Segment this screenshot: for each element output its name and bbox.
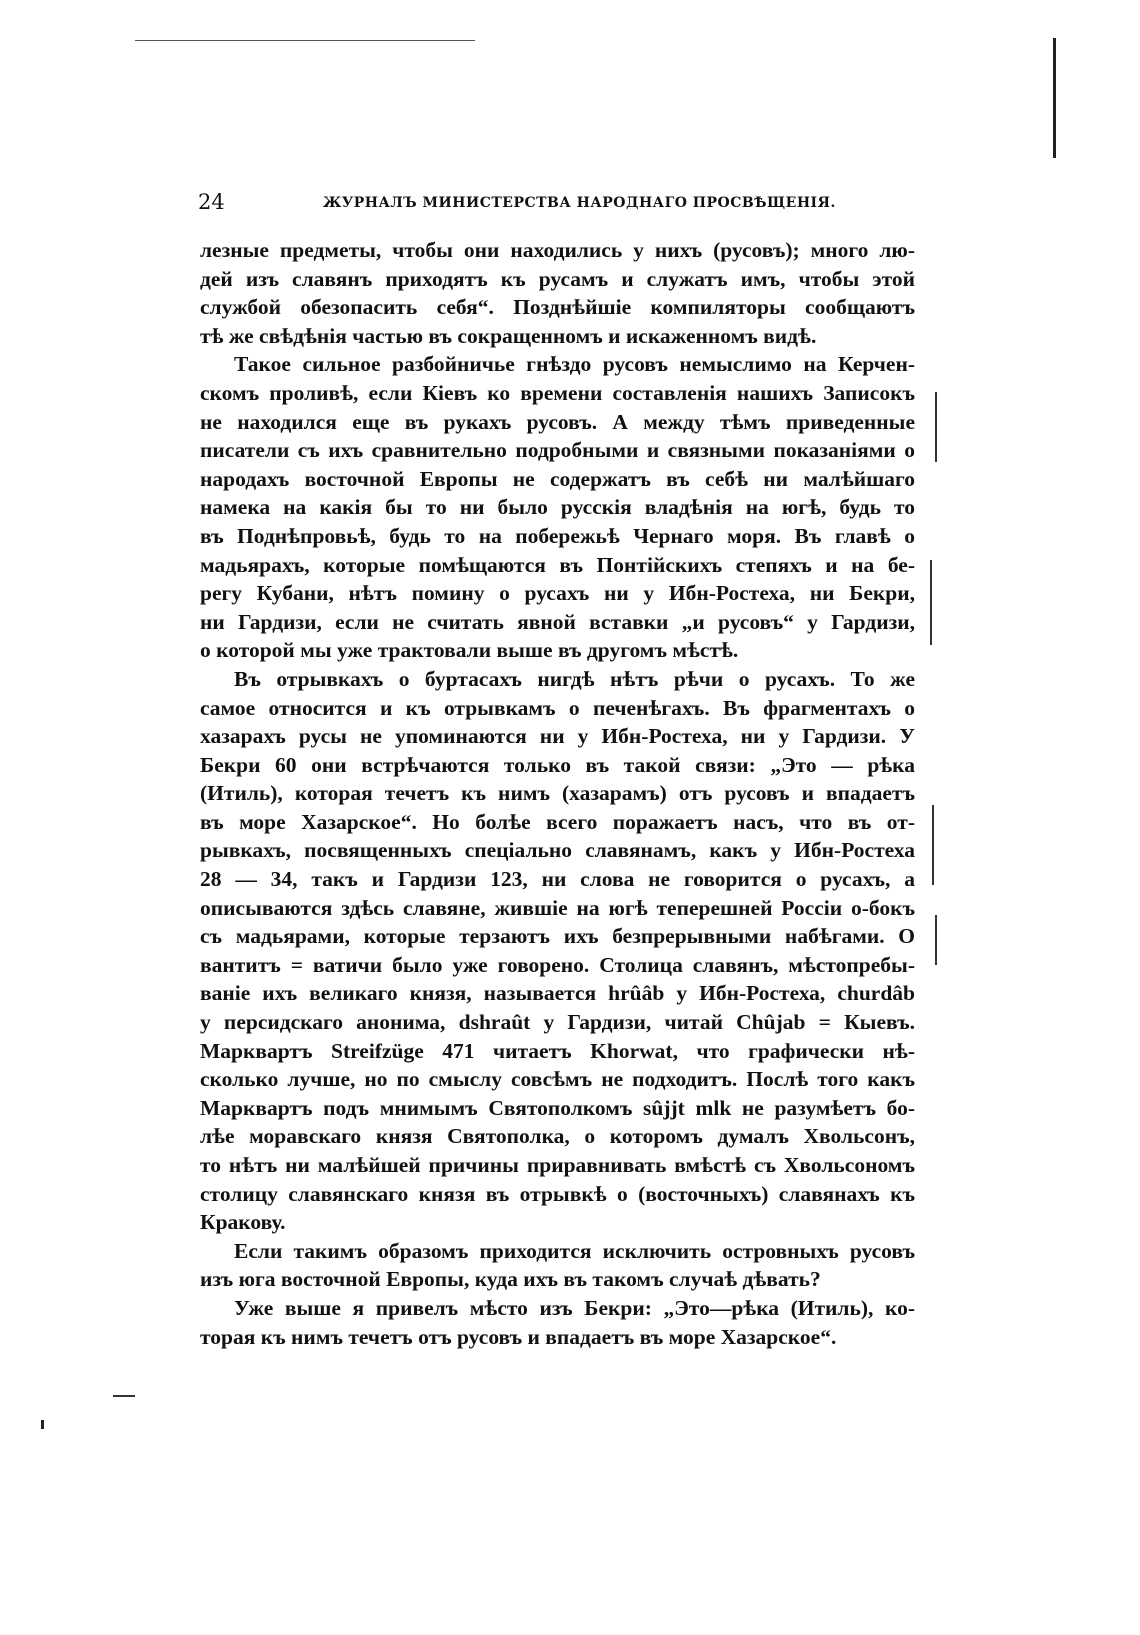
journal-title: ЖУРНАЛЪ МИНИСТЕРСТВА НАРОДНАГО ПРОСВѢЩЕНІЯ.	[323, 195, 836, 211]
text-line: Въ отрывкахъ о буртасахъ нигдѣ нѣтъ рѣчи о русахъ. То же	[234, 666, 915, 691]
margin-bracket	[930, 560, 932, 645]
text-line: хазарахъ русы не упоминаются ни у Ибн-Ростеха, ни у Гардизи. У	[200, 724, 915, 749]
text-line: Такое сильное разбойничье гнѣздо русовъ немыслимо на Керчен-	[234, 352, 915, 377]
text-line: не находился еще въ рукахъ русовъ. А между тѣмъ приведенные	[200, 409, 915, 434]
text-line: лѣе моравскаго князя Святополка, о которомъ думалъ Хвольсонъ,	[200, 1124, 915, 1149]
text-line: службой обезопасить себя“. Позднѣйшіе компиляторы сообщаютъ	[200, 295, 915, 320]
text-line: скомъ проливѣ, если Кіевъ ко времени составленія нашихъ Записокъ	[200, 380, 915, 405]
margin-bracket	[935, 392, 937, 462]
page-number: 24	[198, 190, 225, 214]
text-line: тѣ же свѣдѣнія частью въ сокращенномъ и искаженномъ видѣ.	[200, 323, 817, 348]
text-line: ваніе ихъ великаго князя, называется hrûâb у Ибн-Ростеха, churdâb	[200, 981, 915, 1006]
text-line: торая къ нимъ течетъ отъ русовъ и впадаетъ въ море Хазарское“.	[200, 1324, 837, 1349]
text-line: дей изъ славянъ приходятъ къ русамъ и служатъ имъ, чтобы этой	[200, 266, 915, 291]
text-line: мадьярахъ, которые помѣщаются въ Понтійскихъ степяхъ и на бе-	[200, 552, 915, 577]
running-header	[198, 190, 918, 216]
margin-bracket	[932, 805, 934, 885]
text-line: у персидскаго анонима, dshraût у Гардизи, читай Chûjab = Кыевъ.	[200, 1010, 915, 1035]
text-line: Марквартъ подъ мнимымъ Святополкомъ sûjjt mlk не разумѣетъ бо-	[200, 1095, 915, 1120]
text-line: рывкахъ, посвященныхъ спеціально славянамъ, какъ у Ибн-Ростеха	[200, 838, 915, 863]
text-line: Бекри 60 они встрѣчаются только въ такой связи: „Это — рѣка	[200, 752, 915, 777]
text-line: самое относится и къ отрывкамъ о печенѣгахъ. Въ фрагментахъ о	[200, 695, 915, 720]
text-line: описываются здѣсь славяне, жившіе на югѣ теперешней Россіи о-бокъ	[200, 895, 915, 920]
text-line: въ Поднѣпровьѣ, будь то на побережьѣ Чернаго моря. Въ главѣ о	[200, 523, 915, 548]
text-line: въ море Хазарское“. Но болѣе всего поражаетъ насъ, что въ от-	[200, 809, 915, 834]
text-line: Если такимъ образомъ приходится исключить островныхъ русовъ	[234, 1238, 915, 1263]
scan-artifact-dot	[41, 1420, 44, 1429]
text-line: лезные предметы, чтобы они находились у нихъ (русовъ); много лю-	[200, 238, 915, 262]
text-line: Уже выше я привелъ мѣсто изъ Бекри: „Это—рѣка (Итиль), ко-	[234, 1295, 915, 1320]
text-line: столицу славянскаго князя въ отрывкѣ о (восточныхъ) славянахъ къ	[200, 1181, 915, 1206]
text-line: то нѣтъ ни малѣйшей причины приравнивать вмѣстѣ съ Хвольсономъ	[200, 1153, 915, 1177]
text-line: ни Гардизи, если не считать явной вставки „и русовъ“ у Гардизи,	[200, 609, 915, 634]
scan-artifact-bottom-rule	[113, 1395, 135, 1397]
text-line: регу Кубани, нѣтъ помину о русахъ ни у Ибн-Ростеха, ни Бекри,	[200, 581, 915, 606]
text-line: о которой мы уже трактовали выше въ другомъ мѣстѣ.	[200, 638, 739, 663]
text-line: Кракову.	[200, 1210, 286, 1235]
scan-artifact-top-rule	[135, 40, 475, 41]
body-text	[200, 236, 915, 1351]
text-line: (Итиль), которая течетъ къ нимъ (хазарамъ) отъ русовъ и впадаетъ	[200, 781, 915, 806]
margin-bracket	[935, 915, 937, 965]
text-line: Марквартъ Streifzüge 471 читаетъ Khorwat, что графически нѣ-	[200, 1038, 915, 1063]
scan-artifact-edge-mark	[1053, 38, 1056, 158]
text-line: изъ юга восточной Европы, куда ихъ въ такомъ случаѣ дѣвать?	[200, 1267, 821, 1292]
text-line: писатели съ ихъ сравнительно подробными и связными показаніями о	[200, 438, 915, 463]
text-line: вантитъ = ватичи было уже говорено. Столица славянъ, мѣстопребы-	[200, 952, 915, 977]
text-line: съ мадьярами, которые терзаютъ ихъ безпрерывными набѣгами. О	[200, 924, 915, 949]
text-line: сколько лучше, но по смыслу совсѣмъ не подходитъ. Послѣ того какъ	[200, 1067, 915, 1092]
text-line: 28 — 34, такъ и Гардизи 123, ни слова не говорится о русахъ, а	[200, 867, 915, 892]
text-line: намека на какія бы то ни было русскія владѣнія на югѣ, будь то	[200, 495, 915, 520]
text-line: народахъ восточной Европы не содержатъ въ себѣ ни малѣйшаго	[200, 466, 915, 491]
